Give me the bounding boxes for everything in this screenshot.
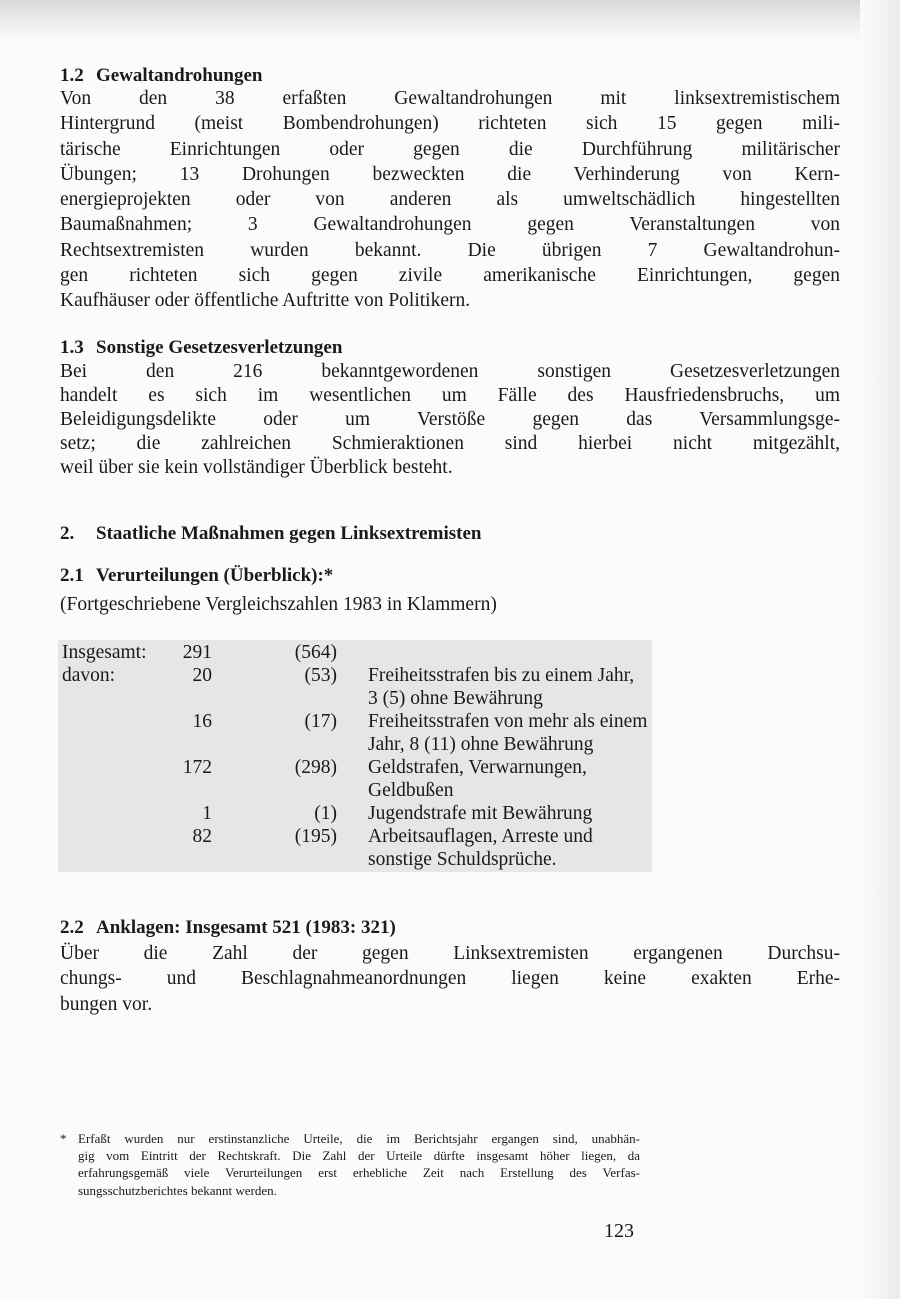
row-description: Geldbußen [368, 780, 454, 801]
text-line: tärische Einrichtungen oder gegen die Durchführung militärischer [60, 138, 840, 160]
text-line: Kaufhäuser oder öffentliche Auftritte von Politikern. [60, 290, 471, 312]
row-prev-year: (53) [304, 665, 337, 686]
paragraph-2-2 [60, 941, 840, 1017]
text-line: energieprojekten oder von anderen als umweltschädlich hingestellten [60, 189, 840, 211]
subtitle-2-1: (Fortgeschriebene Vergleichszahlen 1983 in Klammern) [60, 594, 497, 615]
heading-2: 2. Staatliche Maßnahmen gegen Linksextremisten [60, 523, 482, 544]
row-description: Freiheitsstrafen bis zu einem Jahr, [368, 665, 635, 686]
row-prev-year: (195) [294, 826, 337, 847]
text-line: chungs- und Beschlagnahmeanordnungen liegen keine exakten Erhe- [60, 968, 840, 990]
row-prev-year: (298) [294, 757, 337, 778]
text-line: Rechtsextremisten wurden bekannt. Die übrigen 7 Gewaltandrohun- [60, 239, 840, 261]
heading-1-2: 1.2 Gewaltandrohungen [60, 65, 263, 86]
scan-shadow-right [860, 0, 900, 1299]
row-description: Geldstrafen, Verwarnungen, [368, 757, 587, 778]
row-label: Insgesamt: [62, 642, 147, 663]
row-value: 16 [192, 711, 212, 732]
row-description: Arbeitsauflagen, Arreste und [368, 826, 593, 847]
text-line: Hintergrund (meist Bombendrohungen) richteten sich 15 gegen mili- [60, 113, 840, 135]
row-prev-year: (564) [294, 642, 337, 663]
text-line: sungsschutzberichtes bekannt werden. [78, 1182, 277, 1198]
paragraph-1-3 [60, 360, 840, 480]
text-line: bungen vor. [60, 993, 153, 1015]
scan-shadow-top [0, 0, 900, 40]
text-line: handelt es sich im wesentlichen um Fälle des Hausfriedensbruchs, um [60, 385, 840, 406]
text-line: Baumaßnahmen; 3 Gewaltandrohungen gegen Veranstaltungen von [60, 214, 840, 236]
text-line: setz; die zahlreichen Schmieraktionen sind hierbei nicht mitgezählt, [60, 433, 840, 454]
row-prev-year: (17) [304, 711, 337, 732]
row-description: Jahr, 8 (11) ohne Bewährung [368, 734, 594, 755]
row-description: sonstige Schuldsprüche. [368, 849, 557, 870]
text-line: weil über sie kein vollständiger Überblick besteht. [60, 457, 453, 478]
text-line: gen richteten sich gegen zivile amerikanische Einrichtungen, gegen [60, 265, 840, 287]
row-value: 172 [182, 757, 212, 778]
footnote: * Erfaßt wurden nur erstinstanzliche Urteile, die im Berichtsjahr ergangen sind, unabhän- gig vom Eintritt der Rechtskraft. Die Zahl der Urteile dürfte insgesamt höher liegen, da erfahrungsgemäß viele Verurteilungen erst erhebliche Zeit nach Erstellung des Verfas- sungsschutzberichtes bekannt werden. [60, 1131, 640, 1198]
row-label: davon: [62, 665, 116, 686]
text-line: Erfaßt wurden nur erstinstanzliche Urteile, die im Berichtsjahr ergangen sind, unabhän- [78, 1131, 640, 1146]
row-description: 3 (5) ohne Bewährung [368, 688, 543, 709]
row-value: 1 [202, 803, 212, 824]
heading-2-2: 2.2 Anklagen: Insgesamt 521 (1983: 321) [60, 917, 396, 938]
text-line: erfahrungsgemäß viele Verurteilungen erst erhebliche Zeit nach Erstellung des Verfas- [78, 1165, 640, 1181]
text-line: Beleidigungsdelikte oder um Verstöße gegen das Versammlungsge- [60, 409, 840, 430]
text-line: Bei den 216 bekanntgewordenen sonstigen Gesetzesverletzungen [60, 361, 840, 382]
row-description: Freiheitsstrafen von mehr als einem [368, 711, 648, 732]
page-number: 123 [604, 1220, 634, 1242]
row-value: 82 [192, 826, 212, 847]
paragraph-1-2 [60, 86, 840, 314]
row-description: Jugendstrafe mit Bewährung [368, 803, 593, 824]
text-line: Über die Zahl der gegen Linksextremisten ergangenen Durchsu- [60, 943, 840, 964]
text-line: Übungen; 13 Drohungen bezweckten die Verhinderung von Kern- [60, 163, 840, 185]
heading-1-3: 1.3 Sonstige Gesetzesverletzungen [60, 337, 343, 358]
row-value: 20 [192, 665, 212, 686]
text-line: gig vom Eintritt der Rechtskraft. Die Zahl der Urteile dürfte insgesamt höher liegen, da [78, 1148, 640, 1164]
row-value: 291 [182, 642, 212, 663]
heading-2-1: 2.1 Verurteilungen (Überblick):* [60, 565, 334, 586]
row-prev-year: (1) [314, 803, 337, 824]
text-line: Von den 38 erfaßten Gewaltandrohungen mit linksextremistischem [60, 88, 840, 109]
